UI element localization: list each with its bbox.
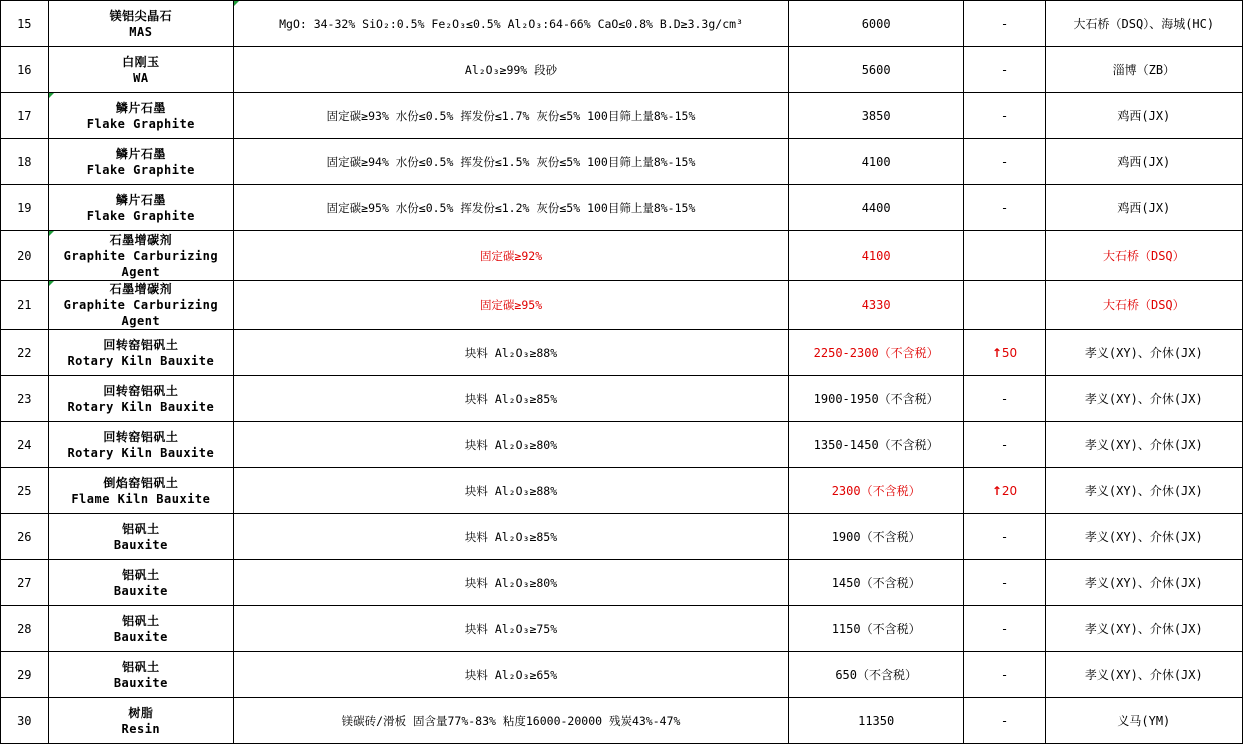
row-number-cell: 17 bbox=[1, 93, 49, 139]
price-cell: 1150（不含税） bbox=[788, 606, 963, 652]
change-cell: - bbox=[964, 47, 1045, 93]
table-row bbox=[1, 139, 1243, 185]
material-name-cn: 铝矾土 bbox=[122, 521, 160, 536]
change-cell: - bbox=[964, 652, 1045, 698]
spec-cell: 块料 Al₂O₃≥85% bbox=[234, 376, 789, 422]
price-cell: 2250-2300（不含税） bbox=[788, 330, 963, 376]
spec-cell: 固定碳≥95% 水份≤0.5% 挥发份≤1.2% 灰份≤5% 100目筛上量8%-15% bbox=[234, 185, 789, 231]
origin-cell: 鸡西(JX) bbox=[1045, 93, 1242, 139]
change-value: 50 bbox=[1001, 345, 1018, 360]
table-row bbox=[1, 185, 1243, 231]
table-row bbox=[1, 560, 1243, 606]
material-name-cn: 铝矾土 bbox=[122, 613, 160, 628]
price-cell: 650（不含税） bbox=[788, 652, 963, 698]
material-name-en: MAS bbox=[129, 24, 153, 39]
material-name-cell bbox=[48, 422, 234, 468]
material-name-cn: 倒焰窑铝矾土 bbox=[103, 475, 179, 490]
price-cell: 11350 bbox=[788, 698, 963, 744]
material-name-en: Rotary Kiln Bauxite bbox=[67, 445, 215, 460]
row-number-cell: 20 bbox=[1, 231, 49, 281]
material-name-en: Flake Graphite bbox=[86, 162, 195, 177]
material-name-cn: 回转窑铝矾土 bbox=[103, 383, 179, 398]
material-name-cell bbox=[48, 47, 234, 93]
material-name-cell bbox=[48, 231, 234, 281]
material-name-cn: 鳞片石墨 bbox=[115, 192, 166, 207]
material-name-cn: 鳞片石墨 bbox=[115, 146, 166, 161]
row-number-cell: 19 bbox=[1, 185, 49, 231]
spec-cell: 块料 Al₂O₃≥80% bbox=[234, 422, 789, 468]
spec-cell: 固定碳≥95% bbox=[234, 281, 789, 330]
row-number-cell: 28 bbox=[1, 606, 49, 652]
row-number-cell: 18 bbox=[1, 139, 49, 185]
material-name-cell bbox=[48, 652, 234, 698]
table-row bbox=[1, 606, 1243, 652]
row-number-cell: 24 bbox=[1, 422, 49, 468]
row-number-cell: 30 bbox=[1, 698, 49, 744]
change-cell: - bbox=[964, 698, 1045, 744]
change-value: 20 bbox=[1001, 483, 1018, 498]
origin-cell: 大石桥（DSQ） bbox=[1045, 231, 1242, 281]
row-number-cell: 26 bbox=[1, 514, 49, 560]
row-number-cell: 21 bbox=[1, 281, 49, 330]
material-name-cell bbox=[48, 468, 234, 514]
change-cell: - bbox=[964, 185, 1045, 231]
material-name-en: WA bbox=[133, 70, 149, 85]
material-name-cell bbox=[48, 376, 234, 422]
origin-cell: 孝义(XY)、介休(JX) bbox=[1045, 606, 1242, 652]
spec-cell: 块料 Al₂O₃≥65% bbox=[234, 652, 789, 698]
material-name-cn: 回转窑铝矾土 bbox=[103, 337, 179, 352]
material-name-cn: 石墨增碳剂 bbox=[109, 282, 173, 296]
origin-cell: 义马(YM) bbox=[1045, 698, 1242, 744]
row-number-cell: 22 bbox=[1, 330, 49, 376]
material-name-cell bbox=[48, 1, 234, 47]
material-name-cn: 白刚玉 bbox=[122, 54, 160, 69]
spec-cell: MgO: 34-32% SiO₂:0.5% Fe₂O₃≤0.5% Al₂O₃:64-66% CaO≤0.8% B.D≥3.3g/cm³ bbox=[234, 1, 789, 47]
price-cell: 5600 bbox=[788, 47, 963, 93]
material-name-cell bbox=[48, 698, 234, 744]
up-arrow-icon: ↑ bbox=[991, 483, 1002, 498]
material-name-cn: 石墨增碳剂 bbox=[109, 232, 173, 247]
change-cell bbox=[964, 330, 1045, 376]
table-row bbox=[1, 376, 1243, 422]
origin-cell: 孝义(XY)、介休(JX) bbox=[1045, 514, 1242, 560]
material-name-en: Bauxite bbox=[113, 675, 168, 690]
origin-cell: 孝义(XY)、介休(JX) bbox=[1045, 652, 1242, 698]
table-row bbox=[1, 514, 1243, 560]
table-row bbox=[1, 1, 1243, 47]
price-cell: 4330 bbox=[788, 281, 963, 330]
row-number-cell: 27 bbox=[1, 560, 49, 606]
origin-cell: 孝义(XY)、介休(JX) bbox=[1045, 376, 1242, 422]
change-cell bbox=[964, 231, 1045, 281]
table-row bbox=[1, 468, 1243, 514]
material-name-cn: 铝矾土 bbox=[122, 659, 160, 674]
material-name-cell bbox=[48, 93, 234, 139]
material-name-en: Rotary Kiln Bauxite bbox=[67, 399, 215, 414]
price-cell: 1900-1950（不含税） bbox=[788, 376, 963, 422]
change-cell: - bbox=[964, 139, 1045, 185]
material-name-en: Rotary Kiln Bauxite bbox=[67, 353, 215, 368]
change-cell: - bbox=[964, 1, 1045, 47]
material-name-en: Resin bbox=[121, 721, 161, 736]
table-row bbox=[1, 93, 1243, 139]
material-name-en: Bauxite bbox=[113, 629, 168, 644]
table-row bbox=[1, 281, 1243, 330]
price-cell: 4100 bbox=[788, 231, 963, 281]
price-cell: 3850 bbox=[788, 93, 963, 139]
material-name-cell bbox=[48, 281, 234, 330]
price-cell: 1900（不含税） bbox=[788, 514, 963, 560]
spec-cell: Al₂O₃≥99% 段砂 bbox=[234, 47, 789, 93]
change-cell bbox=[964, 281, 1045, 330]
origin-cell: 孝义(XY)、介休(JX) bbox=[1045, 560, 1242, 606]
material-name-en: Flake Graphite bbox=[86, 116, 195, 131]
origin-cell: 淄博（ZB） bbox=[1045, 47, 1242, 93]
price-cell: 4100 bbox=[788, 139, 963, 185]
spec-cell: 固定碳≥93% 水份≤0.5% 挥发份≤1.7% 灰份≤5% 100目筛上量8%-15% bbox=[234, 93, 789, 139]
change-cell: - bbox=[964, 422, 1045, 468]
spec-cell: 固定碳≥92% bbox=[234, 231, 789, 281]
material-name-cell bbox=[48, 185, 234, 231]
spec-cell: 块料 Al₂O₃≥88% bbox=[234, 468, 789, 514]
price-cell: 1350-1450（不含税） bbox=[788, 422, 963, 468]
origin-cell: 孝义(XY)、介休(JX) bbox=[1045, 468, 1242, 514]
material-name-cell bbox=[48, 606, 234, 652]
spec-cell: 块料 Al₂O₃≥85% bbox=[234, 514, 789, 560]
row-number-cell: 15 bbox=[1, 1, 49, 47]
price-cell: 2300（不含税） bbox=[788, 468, 963, 514]
row-number-cell: 29 bbox=[1, 652, 49, 698]
origin-cell: 孝义(XY)、介休(JX) bbox=[1045, 330, 1242, 376]
origin-cell: 大石桥（DSQ） bbox=[1045, 281, 1242, 330]
material-name-cell bbox=[48, 560, 234, 606]
change-cell bbox=[964, 468, 1045, 514]
material-name-en: Flake Graphite bbox=[86, 208, 195, 223]
material-name-cn: 铝矾土 bbox=[122, 567, 160, 582]
spec-cell: 块料 Al₂O₃≥75% bbox=[234, 606, 789, 652]
table-row bbox=[1, 231, 1243, 281]
table-row bbox=[1, 698, 1243, 744]
origin-cell: 鸡西(JX) bbox=[1045, 139, 1242, 185]
change-cell: - bbox=[964, 93, 1045, 139]
change-cell: - bbox=[964, 560, 1045, 606]
material-name-cn: 鳞片石墨 bbox=[115, 100, 166, 115]
origin-cell: 大石桥（DSQ）、海城(HC) bbox=[1045, 1, 1242, 47]
spec-cell: 块料 Al₂O₃≥80% bbox=[234, 560, 789, 606]
material-name-cell bbox=[48, 514, 234, 560]
spec-cell: 固定碳≥94% 水份≤0.5% 挥发份≤1.5% 灰份≤5% 100目筛上量8%-15% bbox=[234, 139, 789, 185]
table-row bbox=[1, 47, 1243, 93]
material-name-cn: 镁铝尖晶石 bbox=[109, 8, 173, 23]
origin-cell: 鸡西(JX) bbox=[1045, 185, 1242, 231]
row-number-cell: 25 bbox=[1, 468, 49, 514]
table-row bbox=[1, 652, 1243, 698]
material-name-en: Graphite Carburizing Agent bbox=[63, 248, 219, 279]
material-name-cn: 回转窑铝矾土 bbox=[103, 429, 179, 444]
spec-cell: 块料 Al₂O₃≥88% bbox=[234, 330, 789, 376]
change-cell: - bbox=[964, 606, 1045, 652]
row-number-cell: 16 bbox=[1, 47, 49, 93]
price-cell: 6000 bbox=[788, 1, 963, 47]
material-name-en: Bauxite bbox=[113, 583, 168, 598]
material-name-cell bbox=[48, 330, 234, 376]
row-number-cell: 23 bbox=[1, 376, 49, 422]
price-cell: 1450（不含税） bbox=[788, 560, 963, 606]
table-row bbox=[1, 422, 1243, 468]
spec-cell: 镁碳砖/滑板 固含量77%-83% 粘度16000-20000 残炭43%-47% bbox=[234, 698, 789, 744]
origin-cell: 孝义(XY)、介休(JX) bbox=[1045, 422, 1242, 468]
change-cell: - bbox=[964, 376, 1045, 422]
material-name-en: Flame Kiln Bauxite bbox=[71, 491, 211, 506]
material-name-cn: 树脂 bbox=[128, 705, 154, 720]
up-arrow-icon: ↑ bbox=[991, 345, 1002, 360]
table-row bbox=[1, 330, 1243, 376]
price-cell: 4400 bbox=[788, 185, 963, 231]
material-name-en: Graphite Carburizing Agent bbox=[63, 298, 219, 328]
material-name-en: Bauxite bbox=[113, 537, 168, 552]
material-name-cell bbox=[48, 139, 234, 185]
change-cell: - bbox=[964, 514, 1045, 560]
